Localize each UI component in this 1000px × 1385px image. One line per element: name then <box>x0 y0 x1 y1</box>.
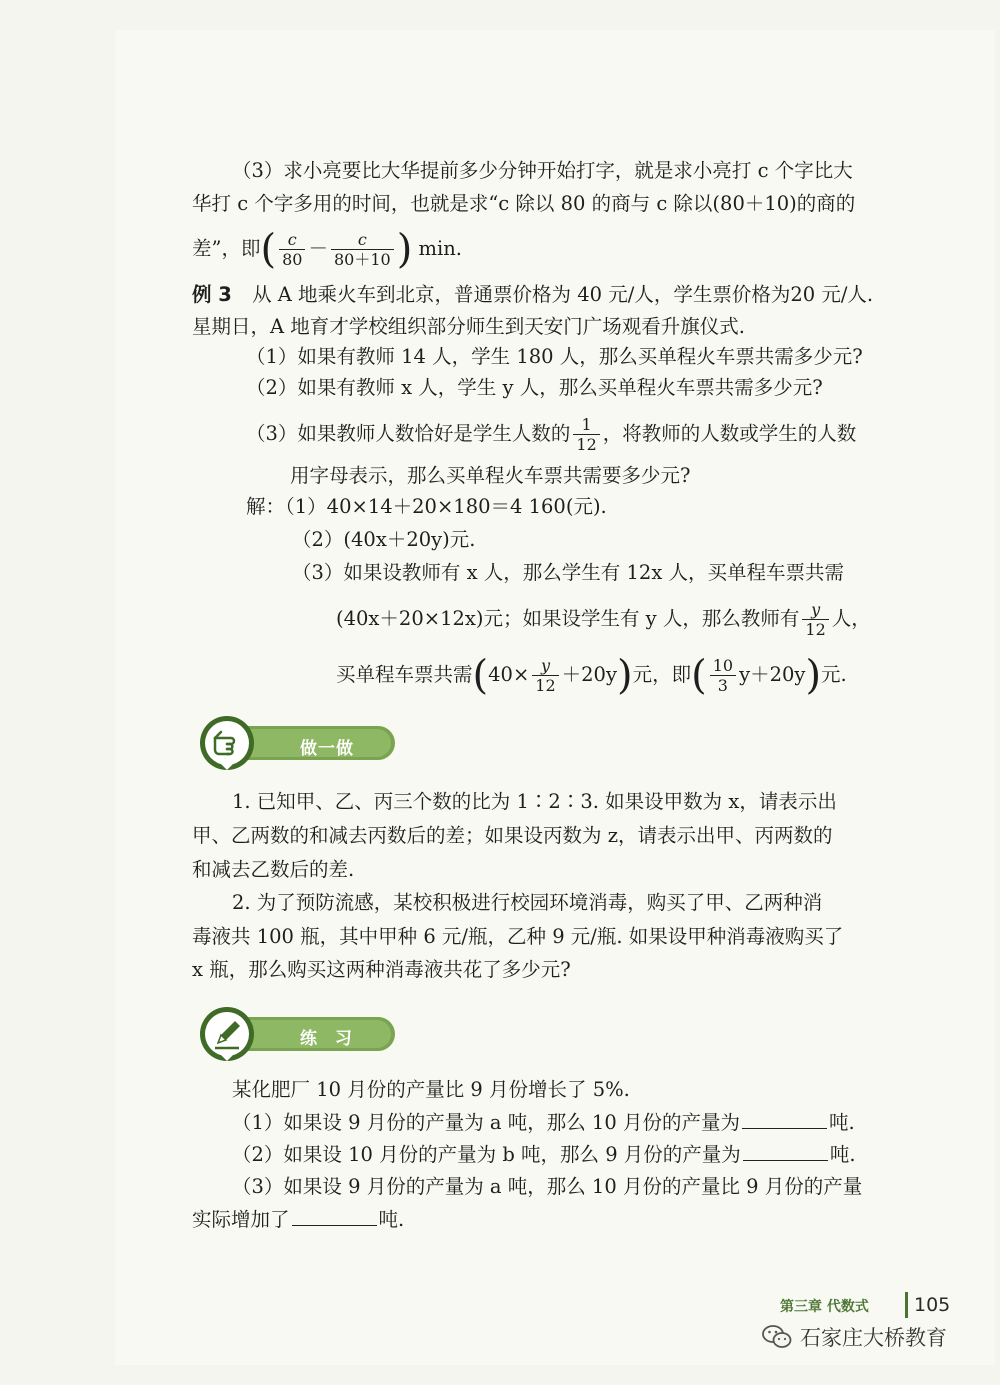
chapter-label: 第三章 代数式 <box>780 1299 869 1315</box>
example3-line-2: 星期日，A 地育才学校组织部分师生到天安门广场观看升旗仪式. <box>192 315 745 338</box>
example3-line-1: 例 3 从 A 地乘火车到北京，普通票价格为 40 元/人，学生票价格为20 元/人. <box>192 283 874 306</box>
example3-q3-line2: 用字母表示，那么买单程火车票共需要多少元? <box>290 464 691 487</box>
watermark <box>762 1322 947 1352</box>
fraction: $\frac{c}{80}$ <box>279 230 305 269</box>
do-it-p1-line1: 1. 已知甲、乙、丙三个数的比为 1∶2∶3. 如果设甲数为 x，请表示出 <box>232 790 837 813</box>
exercise-q3-line1: （3）如果设 9 月份的产量为 a 吨，那么 10 月份的产量比 9 月份的产量 <box>232 1175 863 1198</box>
solution-label: 解： <box>246 495 286 518</box>
do-it-banner <box>185 714 397 772</box>
fraction: $\frac{y}{12}$ <box>532 656 558 695</box>
watermark-text: 石家庄大桥教育 <box>800 1326 947 1350</box>
exercise-q3-line2: 实际增加了 吨. <box>0 1205 1000 1235</box>
solution-3-line3: 买单程车票共需(40× $\frac{y}{12}$ ＋20y)元，即( $\frac{10}{3}$ y＋20y)元. <box>336 652 847 699</box>
fraction: $\frac{10}{3}$ <box>710 656 736 695</box>
intro-line-2: 华打 c 个字多用的时间，也就是求“c 除以 80 的商与 c 除以(80＋10)的商的 <box>192 192 856 215</box>
solution-3-line2: (40x＋20×12x)元；如果设学生有 y 人，那么教师有 $\frac{y}{12}$ 人， <box>336 600 871 639</box>
exercise-q2: （2）如果设 10 月份的产量为 b 吨，那么 9 月份的产量为 吨. <box>0 1140 1000 1170</box>
do-it-p1-line3: 和减去乙数后的差. <box>192 858 355 881</box>
intro-line-3: 差”，即( $\frac{c}{80}$ － $\frac{c}{80+10}$ ) min. <box>192 226 463 273</box>
do-it-p2-line2: 毒液共 100 瓶，其中甲种 6 元/瓶，乙种 9 元/瓶. 如果设甲种消毒液购买了 <box>192 925 844 948</box>
exercise-intro: 某化肥厂 10 月份的产量比 9 月份增长了 5%. <box>232 1078 630 1101</box>
fraction: $\frac{1}{12}$ <box>573 415 599 454</box>
exercise-q1: （1）如果设 9 月份的产量为 a 吨，那么 10 月份的产量为 吨. <box>0 1108 1000 1138</box>
solution-3-line1: （3）如果设教师有 x 人，那么学生有 12x 人，买单程车票共需 <box>292 561 845 584</box>
exercise-banner <box>185 1005 397 1063</box>
example3-q2: （2）如果有教师 x 人，学生 y 人，那么买单程火车票共需多少元? <box>246 376 823 399</box>
example3-q3: （3）如果教师人数恰好是学生人数的 $\frac{1}{12}$ ，将教师的人数或学生的人数 <box>246 415 857 454</box>
do-it-title: 做一做 <box>300 739 354 759</box>
fraction: $\frac{y}{12}$ <box>802 600 828 639</box>
page-number: 105 <box>914 1294 951 1316</box>
example3-q1: （1）如果有教师 14 人，学生 180 人，那么买单程火车票共需多少元? <box>246 345 863 368</box>
answer-blank[interactable] <box>743 1140 828 1161</box>
do-it-p1-line2: 甲、乙两数的和减去丙数后的差；如果设丙数为 z，请表示出甲、丙两数的 <box>192 824 833 847</box>
do-it-p2-line1: 2. 为了预防流感，某校积极进行校园环境消毒，购买了甲、乙两种消 <box>232 891 823 914</box>
solution-2: （2）(40x＋20y)元. <box>292 528 476 551</box>
solution-1: 解：（1）40×14＋20×180＝4 160(元). <box>246 495 607 518</box>
example-label: 例 3 <box>192 283 232 306</box>
unit-min: min. <box>418 237 463 260</box>
do-it-p2-line3: x 瓶，那么购买这两种消毒液共花了多少元? <box>192 958 571 981</box>
footer-divider <box>905 1292 908 1318</box>
answer-blank[interactable] <box>292 1205 377 1226</box>
answer-blank[interactable] <box>742 1108 827 1129</box>
fraction: $\frac{c}{80+10}$ <box>331 230 394 269</box>
exercise-title: 练 习 <box>300 1029 358 1049</box>
intro-line3-prefix: 差”，即 <box>192 237 261 260</box>
wechat-icon <box>762 1324 792 1350</box>
intro-line-1: （3）求小亮要比大华提前多少分钟开始打字，就是求小亮打 c 个字比大 <box>232 159 853 182</box>
